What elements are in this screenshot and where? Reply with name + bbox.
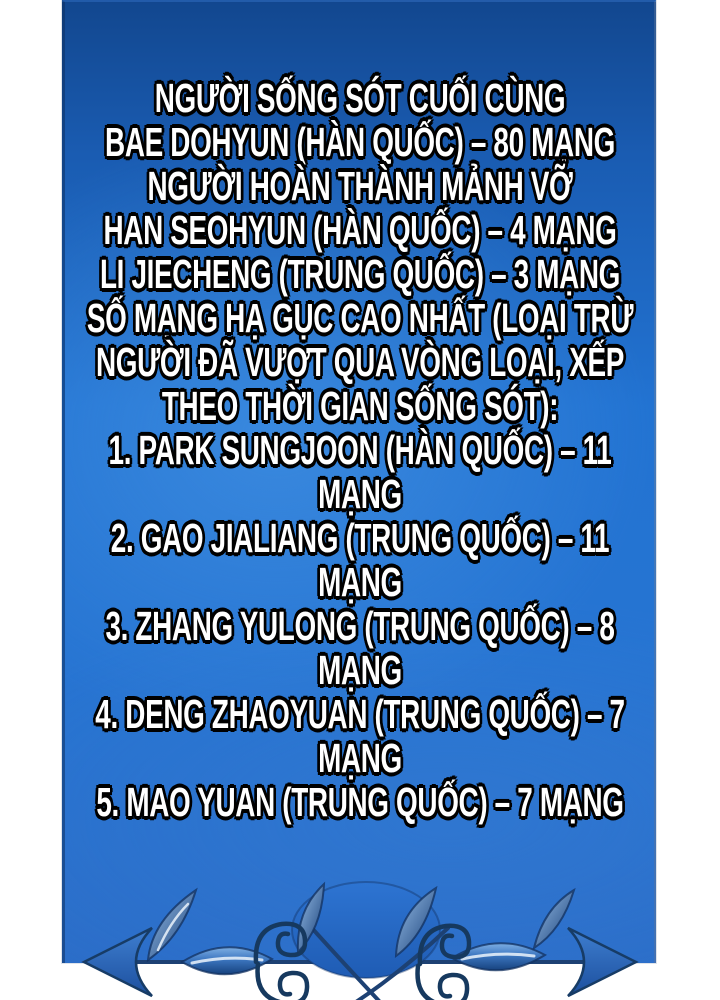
announcement-line: NGƯỜI ĐÃ VƯỢT QUA VÒNG LOẠI, XẾP [95, 339, 624, 385]
announcement-line: 3. ZHANG YULONG (TRUNG QUỐC) – 8 [104, 603, 615, 649]
announcement-line: MẠNG [317, 647, 402, 693]
announcement-line: 2. GAO JIALIANG (TRUNG QUỐC) – 11 [110, 515, 609, 561]
announcement-line: MẠNG [317, 735, 402, 781]
announcement-line: NGƯỜI HOÀN THÀNH MẢNH VỠ [147, 163, 572, 209]
announcement-line: BAE DOHYUN (HÀN QUỐC) – 80 MẠNG [104, 119, 615, 165]
announcement-line: 5. MAO YUAN (TRUNG QUỐC) – 7 MẠNG [95, 779, 624, 825]
announcement-text-block [81, 76, 639, 824]
announcement-line: SỐ MẠNG HẠ GỤC CAO NHẤT (LOẠI TRỪ [86, 295, 633, 341]
announcement-line: LI JIECHENG (TRUNG QUỐC) – 3 MẠNG [99, 251, 620, 297]
announcement-line: 1. PARK SUNGJOON (HÀN QUỐC) – 11 [108, 427, 611, 473]
blue-panel [62, 0, 656, 963]
announcement-line: HAN SEOHYUN (HÀN QUỐC) – 4 MẠNG [102, 207, 617, 253]
vine-flourish-icon [0, 828, 720, 1000]
announcement-line: MẠNG [317, 559, 402, 605]
announcement-line: 4. DENG ZHAOYUAN (TRUNG QUỐC) – 7 [94, 691, 625, 737]
announcement-line: MẠNG [317, 471, 402, 517]
announcement-line: NGƯỜI SỐNG SÓT CUỐI CÙNG [154, 75, 565, 121]
announcement-line: THEO THỜI GIAN SỐNG SÓT): [161, 383, 558, 429]
